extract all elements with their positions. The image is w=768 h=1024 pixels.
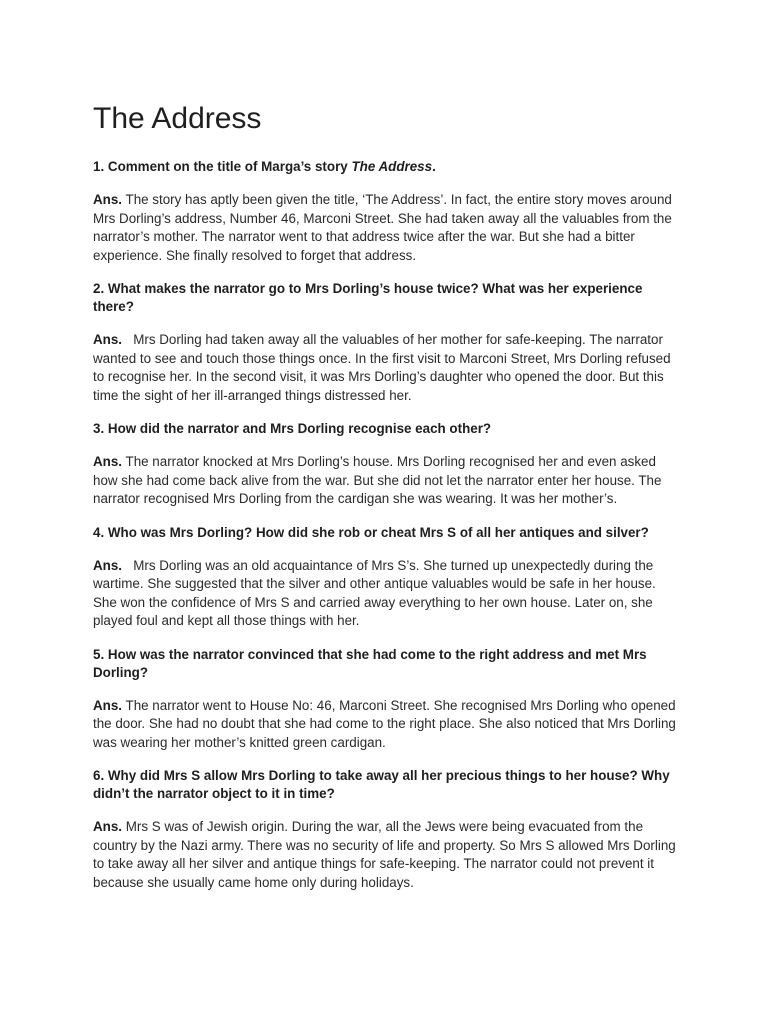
answer-text: Mrs Dorling was an old acquaintance of Mrs S’s. She turned up unexpectedly during the wartime. She suggested that the silver and other antique valuables would be safe in her house. She won the confidence of Mrs S and carried away everything to her own house. Later on, she played foul and kept all those things with her. bbox=[93, 557, 656, 628]
question-number: 6. bbox=[93, 768, 105, 783]
question-number: 4. bbox=[93, 524, 105, 540]
qa-item-1 bbox=[93, 158, 679, 265]
answer-label: Ans. bbox=[93, 454, 123, 469]
answer-text: The narrator went to House No: 46, Marconi Street. She recognised Mrs Dorling who opened the door. She had no doubt that she had come to the right place. She also noticed that Mrs Dorling was wearing her mother’s knitted green cardigan. bbox=[93, 697, 676, 750]
question-text: Why did Mrs S allow Mrs Dorling to take away all her precious things to her house? Why didn’t the narrator object to it in time? bbox=[93, 768, 670, 801]
answer-text: Mrs Dorling had taken away all the valuables of her mother for safe-keeping. The narrator wanted to see and touch those things once. In the first visit to Marconi Street, Mrs Dorling refused to recognise her. In the second visit, it was Mrs Dorling’s daughter who opened the door. But this time the sight of her ill-arranged things distressed her. bbox=[93, 332, 671, 403]
answer-text: The narrator knocked at Mrs Dorling’s house. Mrs Dorling recognised her and even asked how she had come back alive from the war. But she did not let the narrator enter her house. The narrator recognised Mrs Dorling from the cardigan she was wearing. It was her mother’s. bbox=[93, 454, 662, 506]
answer-1 bbox=[93, 191, 679, 265]
question-text: How was the narrator convinced that she had come to the right address and met Mrs Dorling? bbox=[93, 646, 647, 680]
question-2 bbox=[93, 280, 679, 316]
question-number: 1. bbox=[93, 159, 105, 174]
answer-5 bbox=[93, 697, 679, 753]
document-title: The Address bbox=[93, 102, 262, 135]
question-end: . bbox=[432, 159, 436, 174]
answer-text: Mrs S was of Jewish origin. During the war, all the Jews were being evacuated from the country by the Nazi army. There was no security of life and property. So Mrs S allowed Mrs Dorling to take away all her silver and antique things for safe-keeping. The narrator could not prevent it because she usually came home only during holidays. bbox=[93, 819, 676, 890]
qa-item-2 bbox=[93, 280, 679, 405]
question-6 bbox=[93, 767, 679, 803]
answer-2 bbox=[93, 331, 679, 405]
qa-item-3 bbox=[93, 420, 679, 509]
document-page bbox=[93, 100, 679, 907]
answer-6 bbox=[93, 818, 679, 892]
question-text: How did the narrator and Mrs Dorling recognise each other? bbox=[107, 421, 492, 436]
question-text: What makes the narrator go to Mrs Dorling’s house twice? What was her experience there? bbox=[93, 281, 643, 314]
question-3 bbox=[93, 420, 679, 438]
answer-3 bbox=[93, 453, 679, 509]
answer-label: Ans. bbox=[93, 192, 123, 207]
question-text: Comment on the title of Marga’s story bbox=[107, 159, 348, 174]
qa-item-4 bbox=[93, 524, 679, 631]
question-text: Who was Mrs Dorling? How did she rob or cheat Mrs S of all her antiques and silver? bbox=[107, 524, 649, 540]
question-1 bbox=[93, 158, 679, 176]
question-number: 5. bbox=[93, 646, 105, 662]
answer-label: Ans. bbox=[93, 697, 123, 713]
answer-4 bbox=[93, 557, 679, 631]
question-5 bbox=[93, 646, 679, 682]
answer-label: Ans. bbox=[93, 557, 123, 573]
answer-label: Ans. bbox=[93, 819, 123, 834]
answer-label: Ans. bbox=[93, 332, 123, 347]
question-italic-title: The Address bbox=[351, 159, 433, 174]
question-number: 2. bbox=[93, 281, 105, 296]
answer-text: The story has aptly been given the title, ‘The Address’. In fact, the entire story moves around Mrs Dorling’s address, Number 46, Marconi Street. She had taken away all the valuables from the narrator’s mother. The narrator went to that address twice after the war. But she had a bitter experience. She finally resolved to forget that address. bbox=[93, 192, 672, 263]
qa-item-5 bbox=[93, 646, 679, 753]
question-number: 3. bbox=[93, 421, 105, 436]
question-4 bbox=[93, 524, 679, 542]
qa-item-6 bbox=[93, 767, 679, 892]
